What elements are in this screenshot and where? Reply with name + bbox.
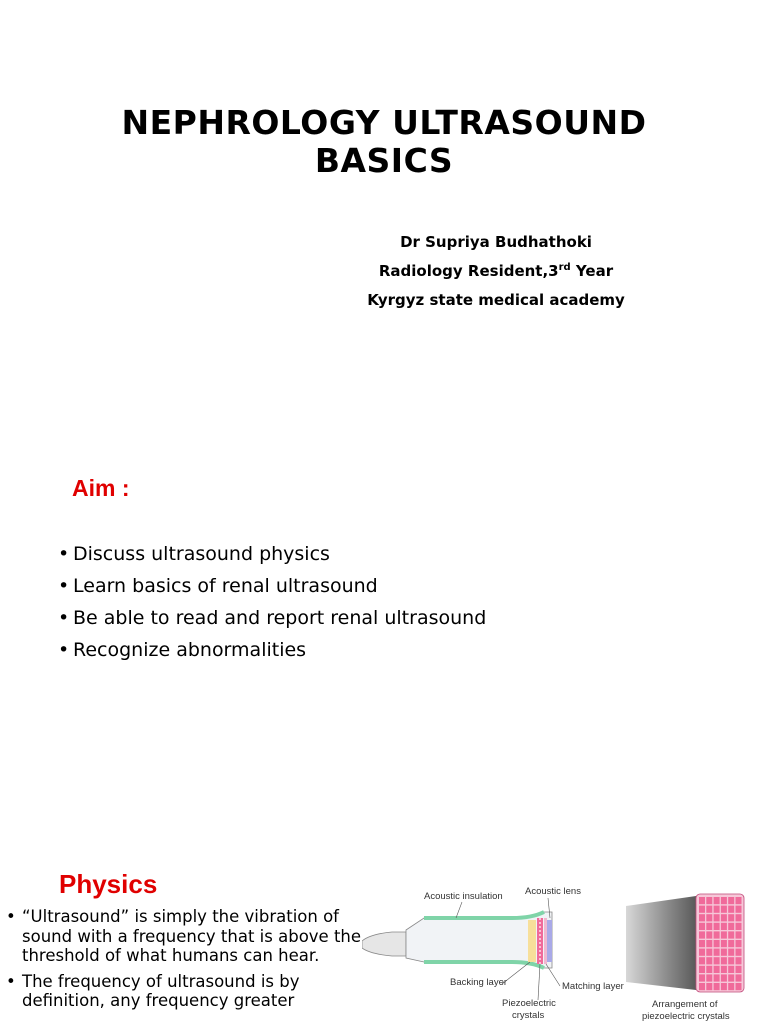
crystal-cell [728,949,734,956]
crystal-cell [714,923,720,930]
crystal-cell [736,983,742,990]
author-role-sup: rd [558,262,571,273]
physics-bullet: • The frequency of ultrasound is by definition, any frequency greater [6,972,362,1011]
label-piezo-line1: Piezoelectric [502,998,556,1009]
crystal-cell [714,966,720,973]
crystal-cell [728,983,734,990]
crystal-cell [699,966,705,973]
aim-bullet: • Be able to read and report renal ultrasound [58,602,486,634]
crystal-cell [721,897,727,904]
crystal-cell [699,940,705,947]
label-arrangement-line2: piezoelectric crystals [642,1011,730,1022]
crystal-cell [736,931,742,938]
author-block [320,228,672,315]
author-role-prefix: Radiology Resident,3 [378,262,559,280]
crystal-cell [699,949,705,956]
crystal-cell [721,966,727,973]
crystal-cell [706,940,712,947]
crystal-cell [721,957,727,964]
crystal-cell [728,914,734,921]
crystal-cell [714,957,720,964]
crystal-cell [728,940,734,947]
matching-layer [544,918,547,964]
label-backing-layer: Backing layer [450,977,508,988]
crystal-cell [699,983,705,990]
crystal-cell [714,931,720,938]
crystal-cell [699,974,705,981]
crystal-cell [699,957,705,964]
label-acoustic-lens: Acoustic lens [525,886,581,897]
crystal-cell [728,974,734,981]
crystal-cell [714,974,720,981]
crystal-cell [728,897,734,904]
label-piezo-line2: crystals [512,1010,545,1021]
crystal-cell [736,897,742,904]
acoustic-lens [547,920,552,962]
crystal-cell [721,923,727,930]
aim-slide [0,430,768,830]
crystal-cell [736,957,742,964]
author-role [320,257,672,286]
aim-bullet: • Recognize abnormalities [58,634,486,666]
crystal-cell [736,966,742,973]
crystal-cell [706,906,712,913]
aim-bullet-list [58,538,486,666]
label-arrangement-line1: Arrangement of [652,999,718,1010]
crystal-cell [714,983,720,990]
physics-heading: Physics [59,869,158,899]
label-acoustic-insulation: Acoustic insulation [424,891,503,902]
probe-housing [626,896,696,990]
crystal-cell [728,906,734,913]
crystal-cell [714,914,720,921]
crystal-cell [714,940,720,947]
physics-slide [0,830,768,1024]
crystal-cell [736,974,742,981]
physics-bullet: • “Ultrasound” is simply the vibration of sound with a frequency that is above the threshold of what humans can hear. [6,907,362,966]
crystal-cell [706,949,712,956]
physics-bullet-list [6,907,362,1017]
piezo-crystals [537,918,543,964]
page-title [0,104,768,180]
crystal-cell [736,906,742,913]
crystal-cell [736,923,742,930]
crystal-cell [721,906,727,913]
crystal-cell [728,957,734,964]
acoustic-insulation-band [424,912,544,918]
crystal-cell [736,949,742,956]
crystal-cell [721,974,727,981]
crystal-cell [721,949,727,956]
crystal-cell [721,983,727,990]
crystal-cell [714,897,720,904]
crystal-cell [706,966,712,973]
crystal-cell [721,940,727,947]
crystal-cell [699,906,705,913]
crystal-cell [706,931,712,938]
backing-layer [528,920,536,962]
title-line-2: BASICS [314,141,454,180]
crystal-cell [699,897,705,904]
crystal-cell [721,914,727,921]
crystal-cell [706,897,712,904]
crystal-cell [728,923,734,930]
aim-bullet: • Learn basics of renal ultrasound [58,570,486,602]
crystal-cell [706,923,712,930]
crystal-cell [721,931,727,938]
crystal-cell [736,914,742,921]
crystal-cell [706,914,712,921]
transducer-cable [362,932,406,956]
crystal-cell [728,966,734,973]
crystal-cell [699,923,705,930]
label-matching-layer: Matching layer [562,981,624,992]
crystal-cell [728,931,734,938]
crystal-cell [736,940,742,947]
crystal-cell [706,983,712,990]
crystal-cell [699,914,705,921]
crystal-cell [714,949,720,956]
author-institution: Kyrgyz state medical academy [367,291,625,309]
crystal-cell [699,931,705,938]
crystal-cell [706,974,712,981]
title-slide [0,0,768,430]
author-role-suffix: Year [570,262,614,280]
transducer-diagram [362,874,768,1024]
title-line-1: NEPHROLOGY ULTRASOUND [121,103,647,142]
aim-bullet: • Discuss ultrasound physics [58,538,486,570]
author-name: Dr Supriya Budhathoki [400,233,592,251]
aim-heading: Aim : [72,475,130,501]
crystal-cell [714,906,720,913]
crystal-cell [706,957,712,964]
